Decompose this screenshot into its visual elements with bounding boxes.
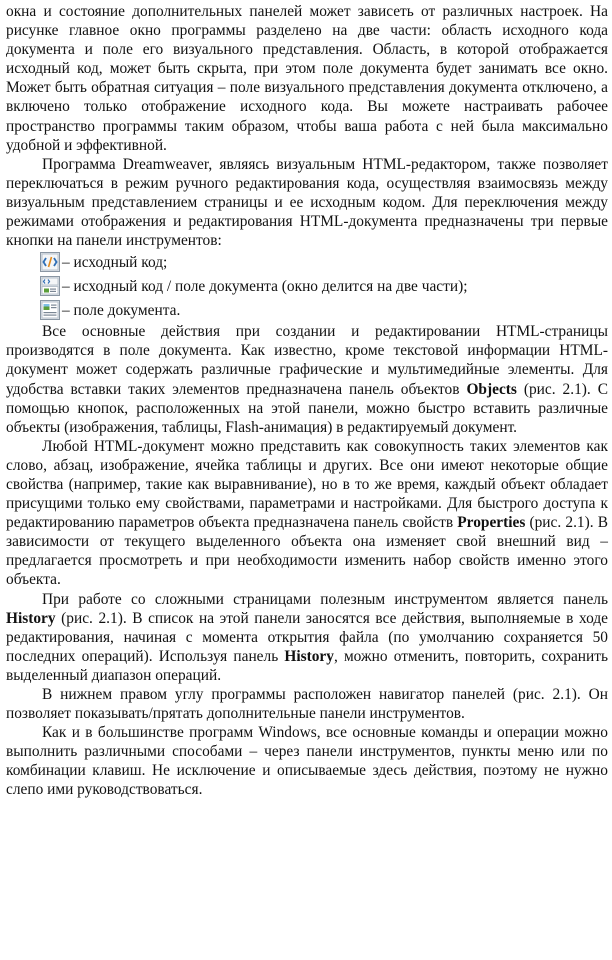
view-button-code xyxy=(6,250,608,274)
paragraph-4-text-a: Любой HTML-документ можно представить как совокупность таких элементов как слово, абзац, изображение, ячейка таблицы и других. Все они имеют некоторые общие свойства (например, такие как выравнивание), но в то же время, каждый объект обладает присущими только ему свойствами, параметрами и настройками. Для быстрого доступа к редактированию параметров объекта предназначена панель свойств xyxy=(6,437,608,532)
split-view-icon xyxy=(40,276,60,296)
paragraph-5-text-b: (рис. 2.1). В список на этой панели заносятся все действия, выполняемые в ходе редактирования, начиная с момента открытия файла (по умолчанию сохраняется 50 последних операций). Используя панель xyxy=(6,609,608,665)
paragraph-3-text-b: (рис. 2.1). С помощью кнопок, расположенных на этой панели, можно быстро вставить различные объекты (изображения, таблицы, Flash-анимация) в редактируемый документ. xyxy=(6,380,608,436)
view-button-design-label: – поле документа. xyxy=(62,301,181,319)
paragraph-1: окна и состояние дополнительных панелей может зависеть от различных настроек. На рисунке главное окно программы разделено на две части: область исходного кода документа и поле его визуального представления. Область, в которой отображается исходный код, может быть скрыта, при этом поле документа будет занимать все окно. Может быть обратная ситуация – поле визуального представления документа отключено, а включено только отображение исходного кода. Вы можете настраивать рабочее пространство программы таким образом, чтобы ваша работа с ней была максимально удобной и эффективной. xyxy=(6,3,608,154)
paragraph-4 xyxy=(6,437,608,590)
paragraph-3-text-a: Все основные действия при создании и редактировании HTML-страницы производятся в поле документа. Как известно, кроме текстовой информации HTML-документ может содержать различные графические и мультимедийные элементы. Для удобства вставки таких элементов предназначена панель объектов xyxy=(6,323,608,398)
paragraph-5-text-a: При работе со сложными страницами полезным инструментом является панель xyxy=(42,590,608,608)
view-button-split-label: – исходный код / поле документа (окно делится на две части); xyxy=(62,277,468,295)
view-button-code-label: – исходный код; xyxy=(62,253,168,271)
view-button-split xyxy=(6,274,608,298)
paragraph-5 xyxy=(6,590,608,685)
code-view-icon xyxy=(40,252,60,272)
view-button-design xyxy=(6,298,608,322)
paragraph-7: Как и в большинстве программ Windows, все основные команды и операции можно выполнить различными способами – через панели инструментов, пункты меню или по комбинации клавиш. Не исключение и описываемые здесь действия, поэтому не нужно слепо ими руководствоваться. xyxy=(6,724,608,799)
design-view-icon xyxy=(40,300,60,320)
paragraph-4-text-b: (рис. 2.1). В зависимости от текущего выделенного объекта она изменяет свой внешний вид – предлагается просмотреть и при необходимости изменить набор свойств именно этого объекта. xyxy=(6,514,608,589)
history-panel-term: History xyxy=(6,609,56,627)
objects-panel-term: Objects xyxy=(466,380,517,398)
paragraph-5-text-c: , можно отменить, повторить, сохранить выделенный диапазон операций. xyxy=(6,647,608,684)
paragraph-2: Программа Dreamweaver, являясь визуальным HTML-редактором, также позволяет переключаться в режим ручного редактирования кода, осуществляя взаимосвязь между визуальным представлением страницы и ее исходным кодом. Для переключения между режимами отображения и редактирования HTML-документа предназначены три первые кнопки на панели инструментов: xyxy=(6,155,608,250)
paragraph-3 xyxy=(6,322,608,437)
history-panel-term-2: History xyxy=(284,647,334,665)
paragraph-6: В нижнем правом углу программы расположен навигатор панелей (рис. 2.1). Он позволяет показывать/прятать дополнительные панели инструментов. xyxy=(6,686,608,723)
properties-panel-term: Properties xyxy=(457,514,526,532)
